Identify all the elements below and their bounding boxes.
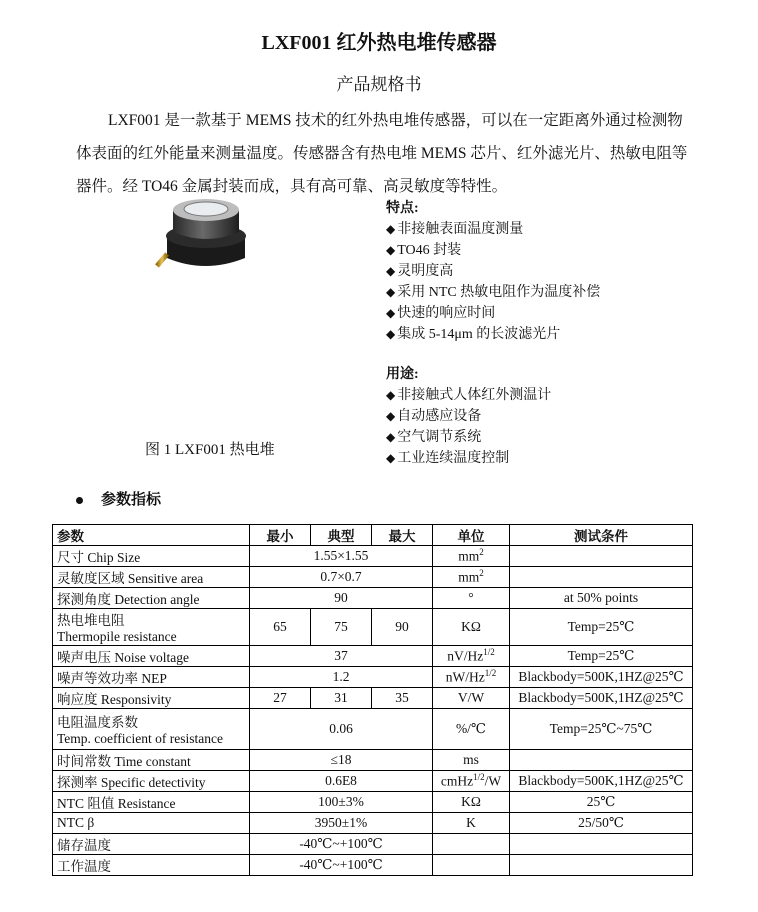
table-row — [53, 646, 693, 667]
bullet-icon — [76, 497, 83, 504]
value-cell: 3950±1% — [250, 813, 433, 834]
list-item: ◆ 工业连续温度控制 — [386, 448, 551, 469]
table-row — [53, 792, 693, 813]
unit-cell — [433, 855, 510, 876]
value-cell: 0.06 — [250, 709, 433, 750]
figure-caption: 图 1 LXF001 热电堆 — [145, 442, 275, 458]
unit-base: nV/Hz — [447, 648, 484, 664]
param-cell: 工作温度 — [53, 855, 250, 876]
list-item: ◆ 采用 NTC 热敏电阻作为温度补偿 — [386, 282, 600, 303]
value-cell: -40℃~+100℃ — [250, 834, 433, 855]
condition-cell — [510, 750, 693, 771]
condition-cell: Temp=25℃ — [510, 646, 693, 667]
param-en: Thermopile resistance — [57, 629, 177, 644]
max-cell: 35 — [372, 688, 433, 709]
table-row — [53, 688, 693, 709]
section-heading — [76, 488, 161, 509]
intro-text: LXF001 是一款基于 MEMS 技术的红外热电堆传感器，可以在一定距离外通过检测物体表面的红外能量来测量温度。传感器含有热电堆 MEMS 芯片、红外滤光片、热敏电阻等器件。经 TO46 金属封装而成，具有高可靠、高灵敏度等特性。 — [76, 112, 688, 195]
condition-cell: 25/50℃ — [510, 813, 693, 834]
param-cell: 噪声等效功率 NEP — [53, 667, 250, 688]
unit-sup: 1/2 — [483, 647, 495, 658]
unit-base: mm — [458, 548, 480, 564]
param-cell: 尺寸 Chip Size — [53, 546, 250, 567]
header-cell: 测试条件 — [510, 525, 693, 546]
param-cn: 热电堆电阻 — [57, 613, 125, 628]
unit-cell: ° — [433, 588, 510, 609]
condition-cell: Blackbody=500K,1HZ@25℃ — [510, 771, 693, 792]
param-cell: NTC 阻值 Resistance — [53, 792, 250, 813]
value-cell: 37 — [250, 646, 433, 667]
table-header-row — [53, 525, 693, 546]
unit-cell: %/℃ — [433, 709, 510, 750]
value-cell: 0.7×0.7 — [250, 567, 433, 588]
unit-cell — [433, 834, 510, 855]
table-row — [53, 667, 693, 688]
condition-cell — [510, 546, 693, 567]
unit-base: mm — [458, 569, 480, 585]
value-cell: 1.2 — [250, 667, 433, 688]
uses-heading: 用途: — [386, 367, 419, 382]
sensor-image — [145, 196, 265, 426]
unit-cell: KΩ — [433, 609, 510, 646]
value-cell: 90 — [250, 588, 433, 609]
min-cell: 27 — [250, 688, 311, 709]
unit-cell: ms — [433, 750, 510, 771]
unit-cell — [433, 567, 510, 588]
condition-cell: Blackbody=500K,1HZ@25℃ — [510, 688, 693, 709]
table-row — [53, 609, 693, 646]
spec-table — [52, 524, 693, 876]
value-cell: ≤18 — [250, 750, 433, 771]
table-row — [53, 709, 693, 750]
table-row — [53, 588, 693, 609]
min-cell: 65 — [250, 609, 311, 646]
condition-cell: Temp=25℃ — [510, 609, 693, 646]
max-cell: 90 — [372, 609, 433, 646]
param-cell: NTC β — [53, 813, 250, 834]
condition-cell: 25℃ — [510, 792, 693, 813]
condition-cell: at 50% points — [510, 588, 693, 609]
param-en: Temp. coefficient of resistance — [57, 731, 223, 746]
list-item: ◆ 非接触式人体红外测温计 — [386, 385, 551, 406]
condition-cell — [510, 855, 693, 876]
value-cell: -40℃~+100℃ — [250, 855, 433, 876]
value-cell: 0.6E8 — [250, 771, 433, 792]
param-cell: 时间常数 Time constant — [53, 750, 250, 771]
unit-cell: V/W — [433, 688, 510, 709]
list-item: ◆ 灵明度高 — [386, 261, 600, 282]
condition-cell: Blackbody=500K,1HZ@25℃ — [510, 667, 693, 688]
unit-cell — [433, 771, 510, 792]
unit-cell — [433, 546, 510, 567]
param-cell: 噪声电压 Noise voltage — [53, 646, 250, 667]
features-list — [386, 198, 600, 345]
unit-sup: 2 — [479, 568, 484, 579]
unit-cell — [433, 667, 510, 688]
header-cell: 最大 — [372, 525, 433, 546]
intro-paragraph — [76, 104, 688, 203]
param-cell — [53, 609, 250, 646]
uses-list — [386, 364, 551, 469]
value-cell: 1.55×1.55 — [250, 546, 433, 567]
condition-cell: Temp=25℃~75℃ — [510, 709, 693, 750]
param-cell: 灵敏度区域 Sensitive area — [53, 567, 250, 588]
header-cell: 典型 — [311, 525, 372, 546]
table-row — [53, 567, 693, 588]
param-cell: 储存温度 — [53, 834, 250, 855]
table-row — [53, 855, 693, 876]
unit-cell: KΩ — [433, 792, 510, 813]
list-item: ◆ 非接触表面温度测量 — [386, 219, 600, 240]
features-heading: 特点: — [386, 201, 419, 216]
unit-base: cmHz — [440, 773, 474, 789]
list-item: ◆ TO46 封装 — [386, 240, 600, 261]
typ-cell: 75 — [311, 609, 372, 646]
list-item: ◆ 快速的响应时间 — [386, 303, 600, 324]
document-title: LXF001 红外热电堆传感器 — [261, 32, 497, 54]
param-cell: 探测率 Specific detectivity — [53, 771, 250, 792]
condition-cell — [510, 567, 693, 588]
param-cell: 响应度 Responsivity — [53, 688, 250, 709]
document-subtitle: 产品规格书 — [336, 75, 422, 94]
unit-cell — [433, 646, 510, 667]
table-row — [53, 750, 693, 771]
section-heading-text: 参数指标 — [101, 492, 162, 508]
condition-cell — [510, 834, 693, 855]
header-cell: 单位 — [433, 525, 510, 546]
param-cell: 探测角度 Detection angle — [53, 588, 250, 609]
unit-sup: 1/2 — [473, 772, 485, 783]
list-item: ◆ 空气调节系统 — [386, 427, 551, 448]
value-cell: 100±3% — [250, 792, 433, 813]
list-item: ◆ 集成 5-14μm 的长波滤光片 — [386, 324, 600, 345]
param-cn: 电阻温度系数 — [57, 715, 138, 730]
unit-sup: 2 — [479, 547, 484, 558]
unit-base: nW/Hz — [445, 669, 485, 685]
unit-tail: /W — [484, 773, 502, 789]
typ-cell: 31 — [311, 688, 372, 709]
table-row — [53, 813, 693, 834]
table-row — [53, 834, 693, 855]
list-item: ◆ 自动感应设备 — [386, 406, 551, 427]
table-row — [53, 771, 693, 792]
unit-sup: 1/2 — [484, 668, 497, 679]
unit-cell: K — [433, 813, 510, 834]
header-cell: 最小 — [250, 525, 311, 546]
table-row — [53, 546, 693, 567]
header-cell: 参数 — [53, 525, 250, 546]
param-cell — [53, 709, 250, 750]
